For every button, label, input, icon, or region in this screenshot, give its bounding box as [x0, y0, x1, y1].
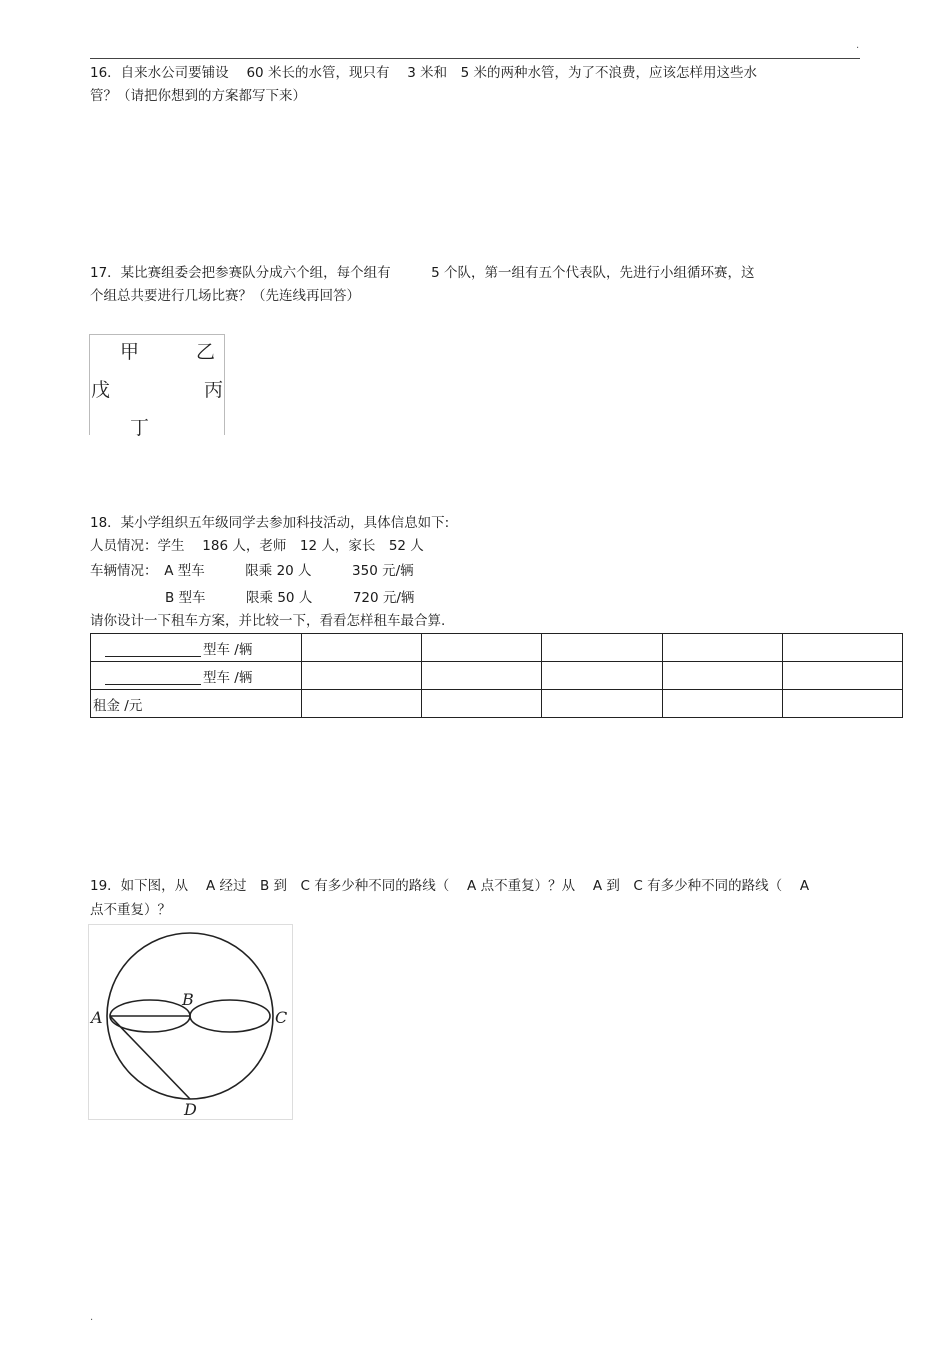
ad-line	[110, 1016, 190, 1099]
answer-cell[interactable]	[422, 662, 542, 690]
fill-blank[interactable]	[105, 642, 201, 657]
q19-line2: 点不重复）？	[90, 902, 171, 918]
q18-line4: B 型车 限乘 50 人 720 元/辆	[165, 590, 415, 606]
route-diagram-svg	[89, 925, 292, 1119]
q18-line1: 18．某小学组织五年级同学去参加科技活动，具体信息如下:	[90, 515, 450, 531]
point-c-label: C	[275, 1008, 288, 1027]
header-rule	[90, 58, 860, 59]
answer-cell[interactable]	[662, 662, 782, 690]
team-diagram	[89, 334, 225, 439]
answer-cell[interactable]	[302, 690, 422, 718]
answer-cell[interactable]	[782, 634, 902, 662]
answer-cell[interactable]	[542, 634, 662, 662]
q18-line2: 人员情况：学生 186 人，老师 12 人，家长 52 人	[90, 538, 424, 554]
right-ellipse	[190, 1000, 270, 1032]
team-jia: 甲	[120, 341, 140, 363]
answer-cell[interactable]	[302, 662, 422, 690]
answer-cell[interactable]	[542, 662, 662, 690]
fill-blank[interactable]	[105, 670, 201, 685]
table-row	[91, 634, 903, 662]
team-wu: 戊	[91, 379, 111, 401]
row3-label: 租金 /元	[91, 690, 302, 718]
answer-cell[interactable]	[422, 690, 542, 718]
answer-cell[interactable]	[542, 690, 662, 718]
table-row	[91, 662, 903, 690]
answer-cell[interactable]	[782, 662, 902, 690]
table-row	[91, 690, 903, 718]
answer-cell[interactable]	[302, 634, 422, 662]
row2-label: 型车 /辆	[203, 669, 253, 686]
answer-cell[interactable]	[782, 690, 902, 718]
route-diagram	[88, 924, 293, 1120]
footer-mark: .	[90, 1312, 94, 1323]
point-a-label: A	[91, 1008, 103, 1027]
row-label-cell	[91, 634, 302, 662]
point-d-label: D	[184, 1100, 197, 1119]
team-ding: 丁	[130, 417, 150, 439]
answer-cell[interactable]	[422, 634, 542, 662]
q18-line3: 车辆情况： A 型车 限乘 20 人 350 元/辆	[90, 563, 414, 579]
q19-line1: 19．如下图，从 A 经过 B 到 C 有多少种不同的路线（ A 点不重复）？从 A 到 C 有多少种不同的路线（ A	[90, 878, 810, 894]
row-label-cell	[91, 662, 302, 690]
row1-label: 型车 /辆	[203, 641, 253, 658]
answer-cell[interactable]	[662, 634, 782, 662]
q17-line2: 个组总共要进行几场比赛？（先连线再回答）	[90, 288, 360, 304]
team-bing: 丙	[204, 379, 224, 401]
answer-cell[interactable]	[662, 690, 782, 718]
point-b-label: B	[182, 990, 194, 1009]
team-yi: 乙	[196, 341, 216, 363]
q17-line1: 17．某比赛组委会把参赛队分成六个组，每个组有 5 个队，第一组有五个代表队，先进行小组循环赛，这	[90, 265, 755, 281]
q16-line1: 16．自来水公司要铺设 60 米长的水管，现只有 3 米和 5 米的两种水管，为了不浪费，应该怎样用这些水	[90, 65, 757, 81]
rental-table	[90, 633, 903, 718]
header-mark: .	[856, 40, 860, 51]
q18-line5: 请你设计一下租车方案，并比较一下，看看怎样租车最合算.	[90, 613, 446, 629]
q16-line2: 管？（请把你想到的方案都写下来）	[90, 88, 306, 104]
